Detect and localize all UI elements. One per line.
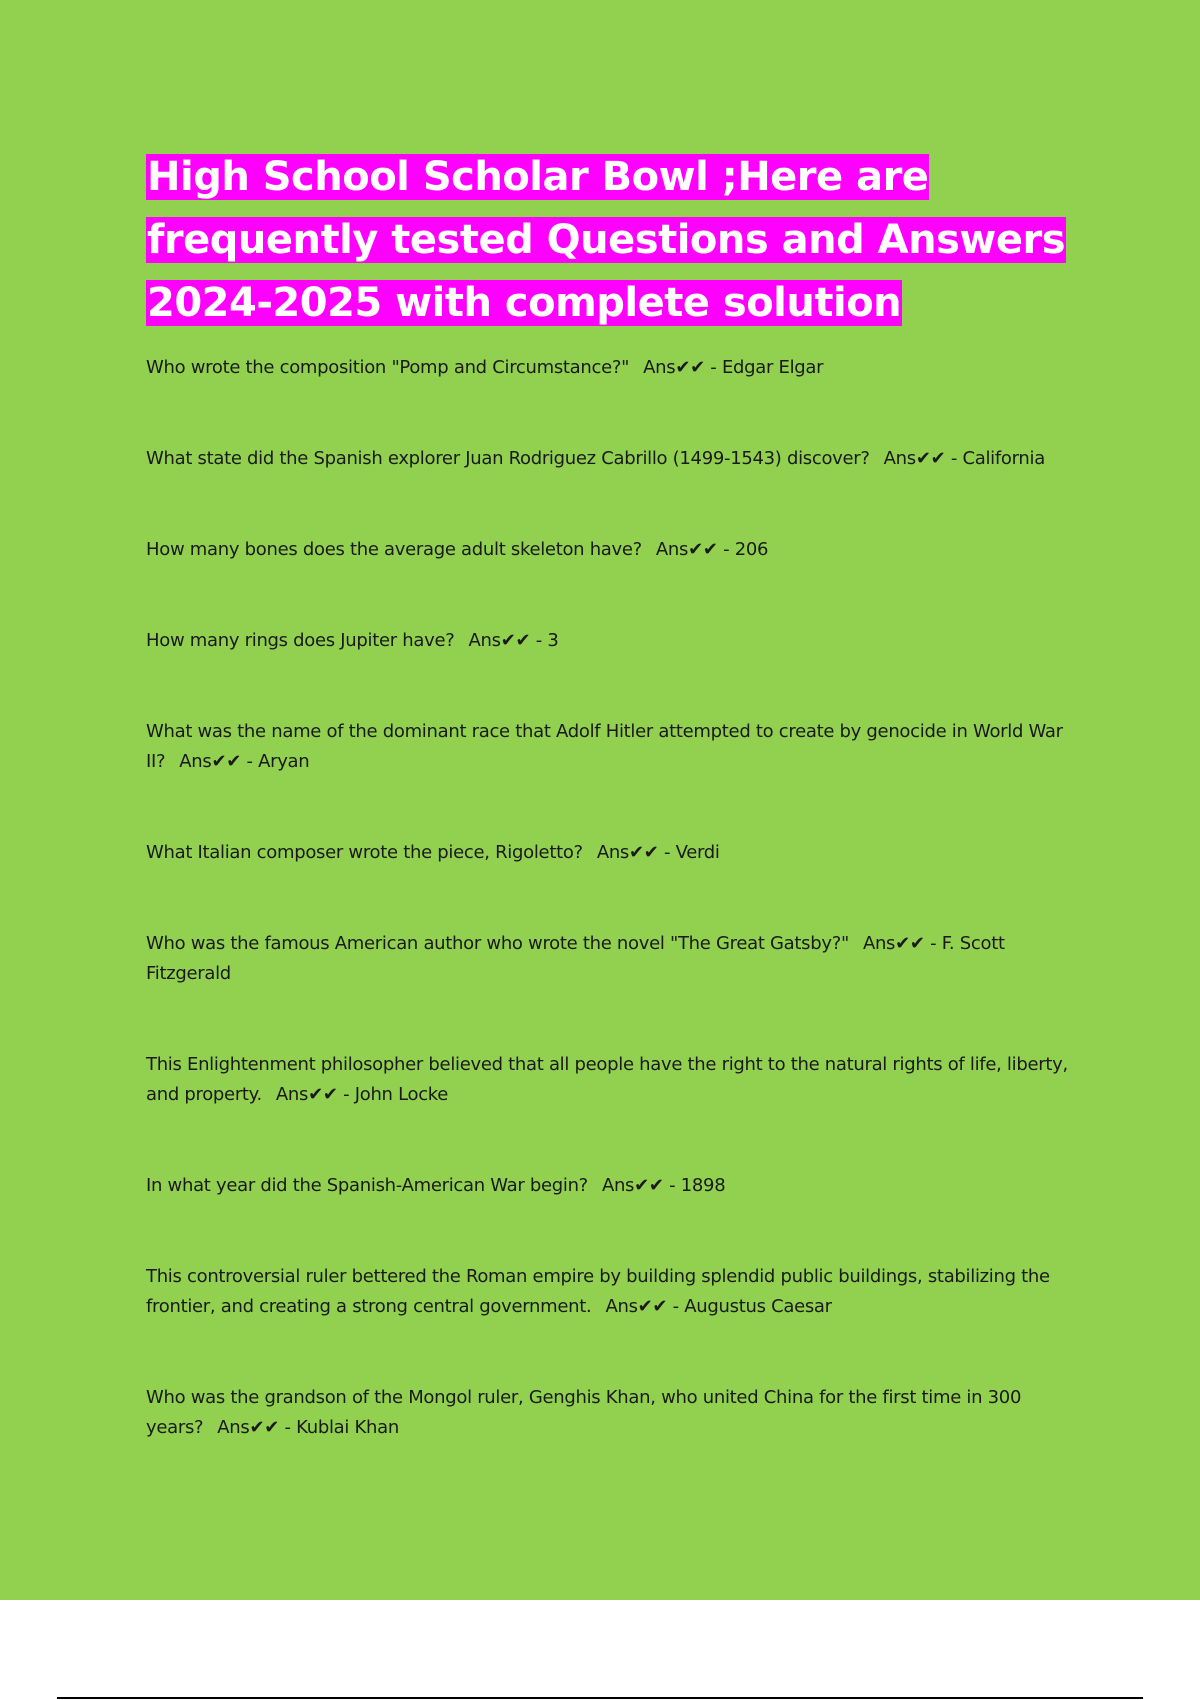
answer-marker: Ans✔✔ -: [605, 1296, 685, 1317]
answer-marker: Ans✔✔ -: [862, 933, 942, 954]
question-text: Who was the famous American author who wrote the novel "The Great Gatsby?": [146, 933, 849, 954]
answer-text: Edgar Elgar: [721, 357, 824, 378]
answer-text: Verdi: [675, 842, 720, 863]
answer-marker: Ans✔✔ -: [217, 1417, 297, 1438]
answer-text: 206: [734, 539, 769, 560]
answer-text: 3: [547, 630, 559, 651]
qa-item: [146, 444, 1076, 474]
qa-item: [146, 838, 1076, 868]
answer-marker: Ans✔✔ -: [468, 630, 548, 651]
answer-marker: Ans✔✔ -: [601, 1175, 681, 1196]
footer-rule: [57, 1697, 1143, 1699]
question-text: This Enlightenment philosopher believed that all people have the right to the natural rights of life, liberty, and property.: [146, 1054, 1068, 1105]
question-text: Who wrote the composition "Pomp and Circumstance?": [146, 357, 630, 378]
question-text: In what year did the Spanish-American War begin?: [146, 1175, 588, 1196]
qa-item: [146, 929, 1076, 989]
answer-marker: Ans✔✔ -: [275, 1084, 355, 1105]
answer-text: F. Scott Fitzgerald: [146, 933, 1005, 984]
answer-text: Augustus Caesar: [684, 1296, 832, 1317]
title-highlight: High School Scholar Bowl ;Here are frequently tested Questions and Answers 2024-2025 with complete solution: [147, 154, 1065, 326]
question-text: What state did the Spanish explorer Juan Rodriguez Cabrillo (1499-1543) discover?: [146, 448, 870, 469]
qa-list: [146, 353, 1076, 1443]
answer-text: Aryan: [258, 751, 310, 772]
qa-item: [146, 1262, 1076, 1322]
answer-marker: Ans✔✔ -: [655, 539, 735, 560]
answer-marker: Ans✔✔ -: [643, 357, 722, 378]
qa-item: [146, 535, 1076, 565]
answer-text: Kublai Khan: [296, 1417, 399, 1438]
question-text: Who was the grandson of the Mongol ruler, Genghis Khan, who united China for the first time in 300 years?: [146, 1387, 1022, 1438]
question-text: How many bones does the average adult skeleton have?: [146, 539, 642, 560]
question-text: How many rings does Jupiter have?: [146, 630, 455, 651]
answer-text: 1898: [680, 1175, 726, 1196]
question-text: This controversial ruler bettered the Roman empire by building splendid public buildings, stabilizing the frontier, and creating a strong central government.: [146, 1266, 1050, 1317]
qa-item: [146, 717, 1076, 777]
qa-item: [146, 1050, 1076, 1110]
question-text: What Italian composer wrote the piece, Rigoletto?: [146, 842, 583, 863]
answer-text: California: [962, 448, 1045, 469]
answer-text: John Locke: [354, 1084, 449, 1105]
document-title: [146, 146, 1076, 335]
answer-marker: Ans✔✔ -: [596, 842, 676, 863]
qa-item: [146, 626, 1076, 656]
qa-item: [146, 353, 1076, 383]
answer-marker: Ans✔✔ -: [179, 751, 259, 772]
qa-item: [146, 1171, 1076, 1201]
qa-item: [146, 1383, 1076, 1443]
document-body: [146, 146, 1076, 1504]
question-text: What was the name of the dominant race that Adolf Hitler attempted to create by genocide in World War II?: [146, 721, 1063, 772]
answer-marker: Ans✔✔ -: [883, 448, 963, 469]
